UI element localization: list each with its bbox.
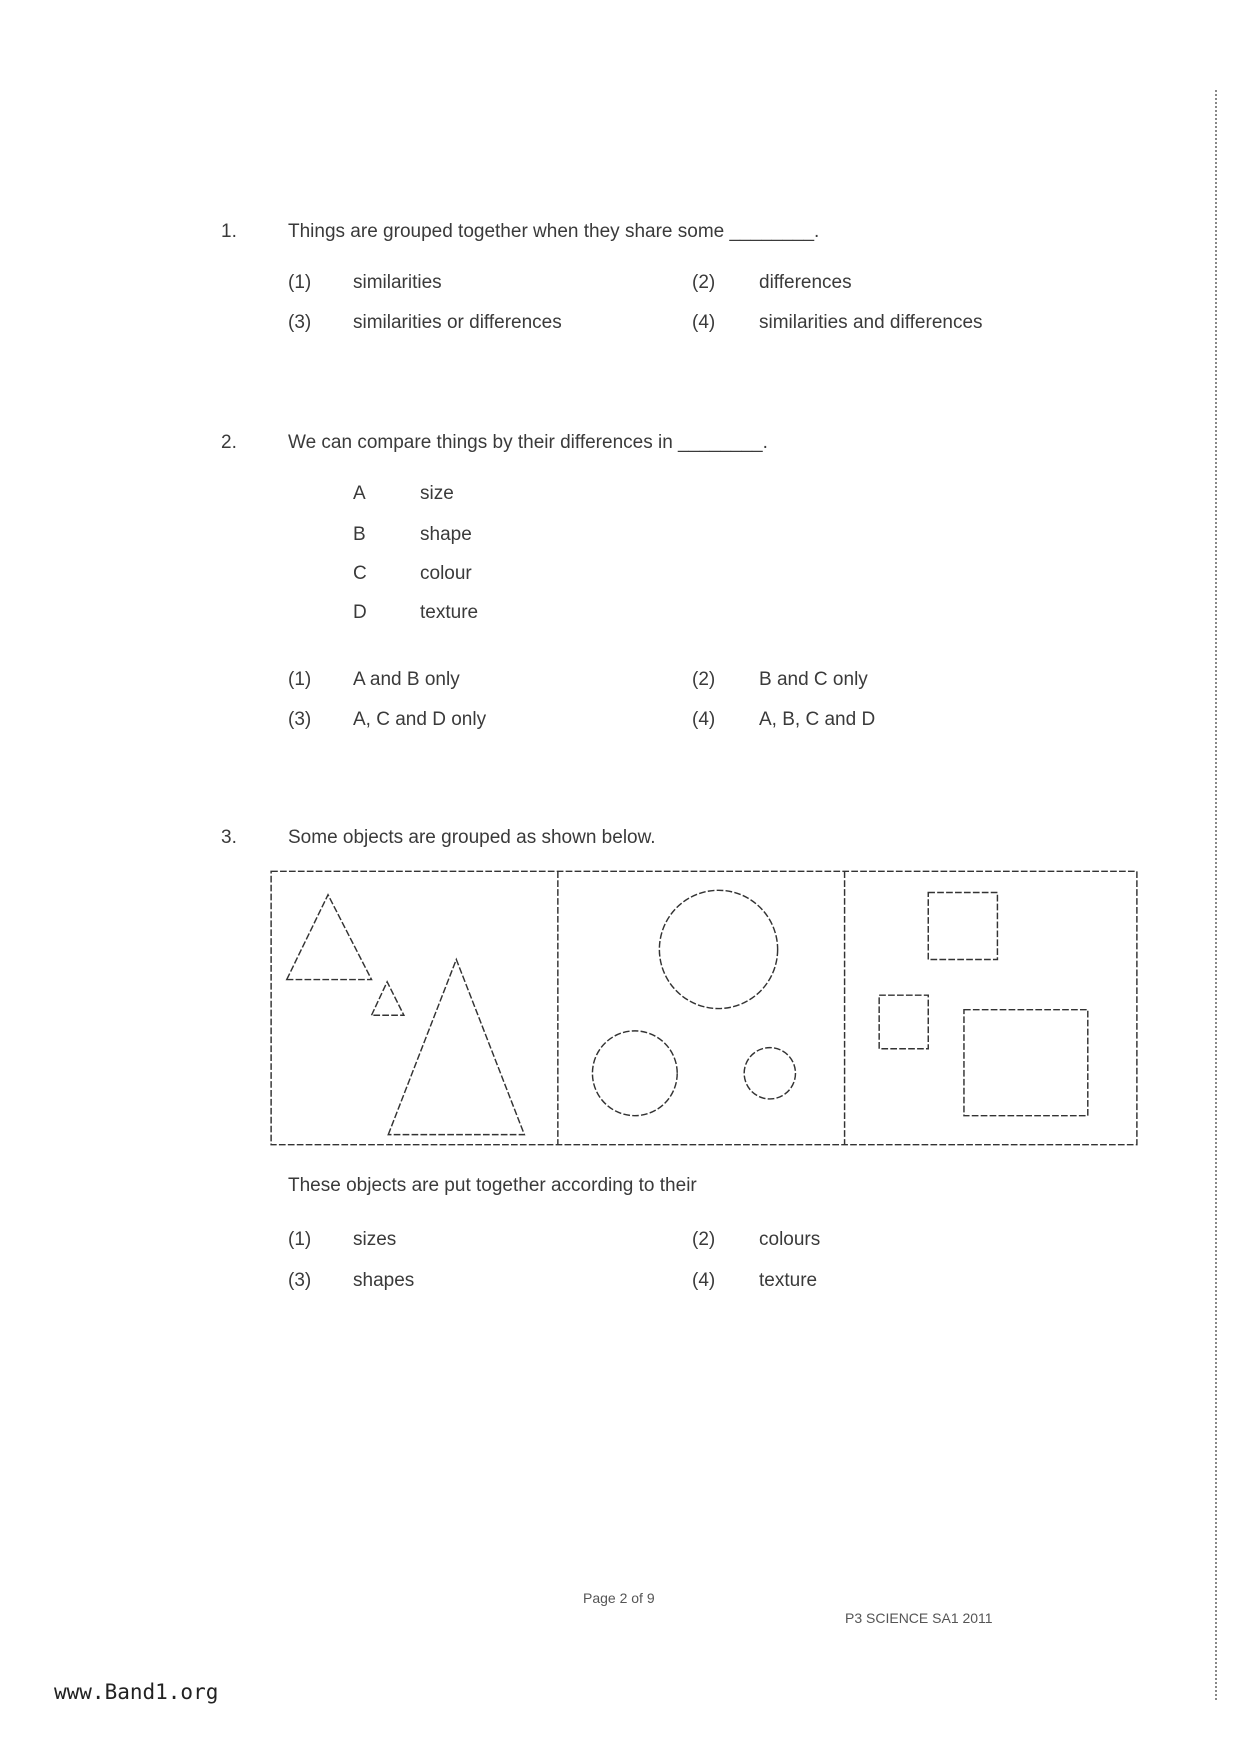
question-3-number: 3. bbox=[221, 827, 237, 848]
question-2-number: 2. bbox=[221, 432, 237, 453]
square-small bbox=[879, 995, 928, 1049]
triangle-small bbox=[372, 982, 404, 1015]
q1-option-1-number: (1) bbox=[288, 272, 312, 293]
q2-option-3-number: (3) bbox=[288, 709, 312, 730]
q2-item-c-text: colour bbox=[420, 563, 472, 584]
q2-item-a-text: size bbox=[420, 483, 454, 504]
q3-option-3-text: shapes bbox=[353, 1270, 415, 1291]
q3-option-4-text: texture bbox=[759, 1270, 818, 1291]
margin-line bbox=[1215, 90, 1217, 1700]
q3-option-1-text: sizes bbox=[353, 1229, 397, 1250]
q2-item-b-text: shape bbox=[420, 524, 472, 545]
question-1-number: 1. bbox=[221, 221, 237, 242]
q2-item-b-letter: B bbox=[353, 524, 366, 545]
q2-item-a-letter: A bbox=[353, 483, 366, 504]
shapes-figure bbox=[270, 870, 1138, 1146]
paper-code: P3 SCIENCE SA1 2011 bbox=[845, 1610, 993, 1626]
q1-option-4-number: (4) bbox=[692, 312, 716, 333]
q2-option-2-text: B and C only bbox=[759, 669, 868, 690]
question-2-text: We can compare things by their differences in ________. bbox=[288, 432, 768, 453]
page-number: Page 2 of 9 bbox=[583, 1590, 655, 1606]
circle-large bbox=[659, 890, 777, 1008]
circle-medium bbox=[592, 1031, 677, 1116]
q3-option-3-number: (3) bbox=[288, 1270, 312, 1291]
q2-item-d-text: texture bbox=[420, 602, 479, 623]
q1-option-1-text: similarities bbox=[353, 272, 442, 293]
q2-option-2-number: (2) bbox=[692, 669, 716, 690]
square-medium bbox=[928, 893, 997, 960]
question-3-followup: These objects are put together according to their bbox=[288, 1175, 697, 1196]
watermark[interactable]: www.Band1.org bbox=[54, 1680, 219, 1704]
q3-option-4-number: (4) bbox=[692, 1270, 716, 1291]
square-large bbox=[964, 1010, 1088, 1116]
question-1-text: Things are grouped together when they share some ________. bbox=[288, 221, 820, 242]
q1-option-2-number: (2) bbox=[692, 272, 716, 293]
q2-option-3-text: A, C and D only bbox=[353, 709, 487, 730]
q2-item-c-letter: C bbox=[353, 563, 367, 584]
q1-option-4-text: similarities and differences bbox=[759, 312, 983, 333]
q3-option-1-number: (1) bbox=[288, 1229, 312, 1250]
q1-option-3-number: (3) bbox=[288, 312, 312, 333]
q2-item-d-letter: D bbox=[353, 602, 367, 623]
circle-small bbox=[744, 1048, 795, 1099]
q1-option-3-text: similarities or differences bbox=[353, 312, 562, 333]
q1-option-2-text: differences bbox=[759, 272, 852, 293]
triangle-medium bbox=[287, 895, 372, 980]
q2-option-1-text: A and B only bbox=[353, 669, 460, 690]
q3-option-2-number: (2) bbox=[692, 1229, 716, 1250]
q2-option-4-text: A, B, C and D bbox=[759, 709, 876, 730]
question-3-text: Some objects are grouped as shown below. bbox=[288, 827, 656, 848]
q3-option-2-text: colours bbox=[759, 1229, 821, 1250]
q2-option-1-number: (1) bbox=[288, 669, 312, 690]
q2-option-4-number: (4) bbox=[692, 709, 716, 730]
triangle-large bbox=[388, 959, 524, 1134]
